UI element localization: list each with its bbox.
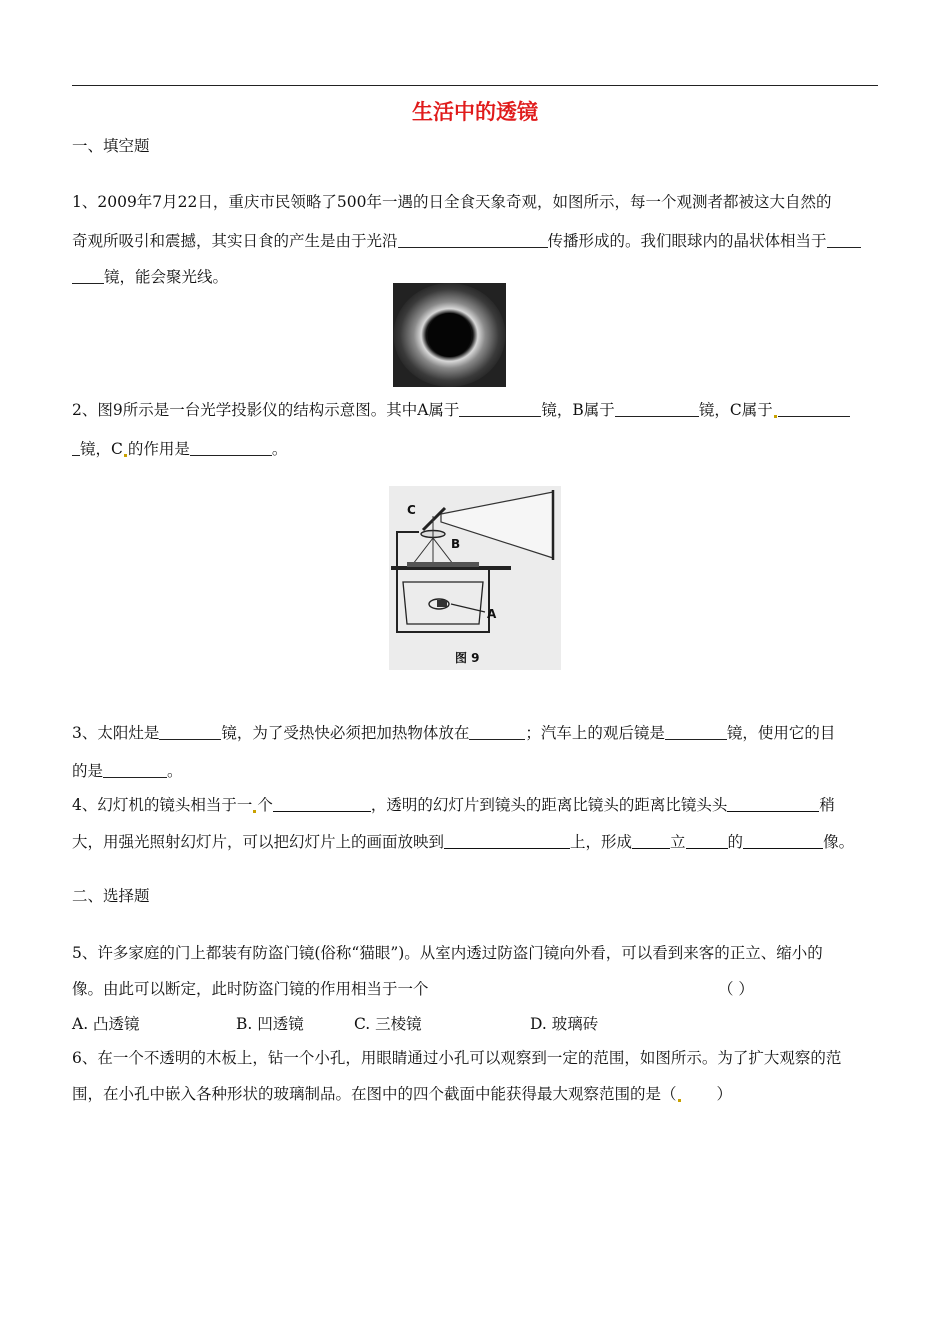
mark-dot (124, 454, 127, 457)
q4-blank-4[interactable] (632, 834, 670, 849)
solar-eclipse-image (393, 283, 506, 387)
q5-options (72, 1012, 598, 1034)
q5-option-c[interactable]: C. 三棱镜 (354, 1015, 422, 1033)
q4-blank-2[interactable] (727, 797, 819, 812)
q1-blank-1[interactable] (398, 233, 548, 248)
q2-line-1: 2、图9所示是一台光学投影仪的结构示意图。其中A属于 镜，B属于 镜，C属于 (72, 398, 850, 420)
figure-caption: 图 9 (455, 651, 480, 665)
q2-line-2: 镜，C 的作用是 。 (72, 437, 287, 459)
q4-blank-1[interactable] (273, 797, 371, 812)
q3-blank-2[interactable] (469, 725, 525, 740)
header-rule (72, 85, 878, 86)
label-c: C (407, 503, 416, 517)
q5-answer-bracket[interactable]: （ ） (718, 980, 754, 998)
q5-option-b[interactable]: B. 凹透镜 (236, 1015, 304, 1033)
q3-blank-4[interactable] (103, 763, 167, 778)
q4-blank-5[interactable] (686, 834, 728, 849)
label-b: B (451, 537, 461, 551)
q3-line-2: 的是 。 (72, 762, 183, 780)
q1-blank-2b[interactable] (72, 269, 104, 284)
q2-blank-c2[interactable] (72, 441, 80, 456)
q2-blank-d[interactable] (190, 441, 272, 456)
page-title: 生活中的透镜 (412, 100, 538, 124)
mark-dot (253, 810, 256, 813)
q6-answer-space[interactable] (677, 1085, 717, 1103)
q4-blank-3[interactable] (444, 834, 570, 849)
projector-diagram (389, 486, 561, 670)
q2-blank-a[interactable] (459, 402, 541, 417)
q4-blank-6[interactable] (743, 834, 823, 849)
q3-line-1: 3、太阳灶是 镜，为了受热快必须把加热物体放在 ；汽车上的观后镜是 镜，使用它的目 (72, 724, 836, 742)
mark-dot (774, 415, 777, 418)
q1-line-3: 镜，能会聚光线。 (72, 265, 228, 287)
q2-blank-c1[interactable] (778, 402, 850, 417)
section-multiple-choice: 二、选择题 (72, 887, 150, 905)
q1-line-1: 1、2009年7月22日，重庆市民领略了500年一遇的日全食天象奇观，如图所示，每一个观测者都被这大自然的 (72, 193, 832, 211)
q6-line-2: 围，在小孔中嵌入各种形状的玻璃制品。在图中的四个截面中能获得最大观察范围的是（ ） (72, 1085, 733, 1103)
label-a: A (487, 607, 497, 621)
q5-line-2: 像。由此可以断定，此时防盗门镜的作用相当于一个 (72, 980, 429, 998)
q3-blank-1[interactable] (159, 725, 221, 740)
q5-option-a[interactable]: A. 凸透镜 (72, 1015, 140, 1033)
q6-line-1: 6、在一个不透明的木板上，钻一个小孔，用眼睛通过小孔可以观察到一定的范围，如图所示。为了扩大观察的范 (72, 1049, 842, 1067)
q5-option-d[interactable]: D. 玻璃砖 (530, 1015, 599, 1033)
q1-line-2: 奇观所吸引和震撼，其实日食的产生是由于光沿 传播形成的。我们眼球内的晶状体相当于 (72, 229, 861, 251)
q2-blank-b[interactable] (615, 402, 699, 417)
q1-blank-2a[interactable] (827, 233, 861, 248)
q4-line-2: 大，用强光照射幻灯片，可以把幻灯片上的画面放映到 上，形成 立 的 像。 (72, 833, 855, 851)
q4-line-1: 4、幻灯机的镜头相当于一 个 ，透明的幻灯片到镜头的距离比镜头的距离比镜头头 稍 (72, 796, 835, 814)
mark-dot (678, 1099, 681, 1102)
q5-line-1: 5、许多家庭的门上都装有防盗门镜(俗称“猫眼”)。从室内透过防盗门镜向外看，可以看到来客的正立、缩小的 (72, 944, 823, 962)
q3-blank-3[interactable] (665, 725, 727, 740)
section-fill-blank: 一、填空题 (72, 137, 150, 155)
